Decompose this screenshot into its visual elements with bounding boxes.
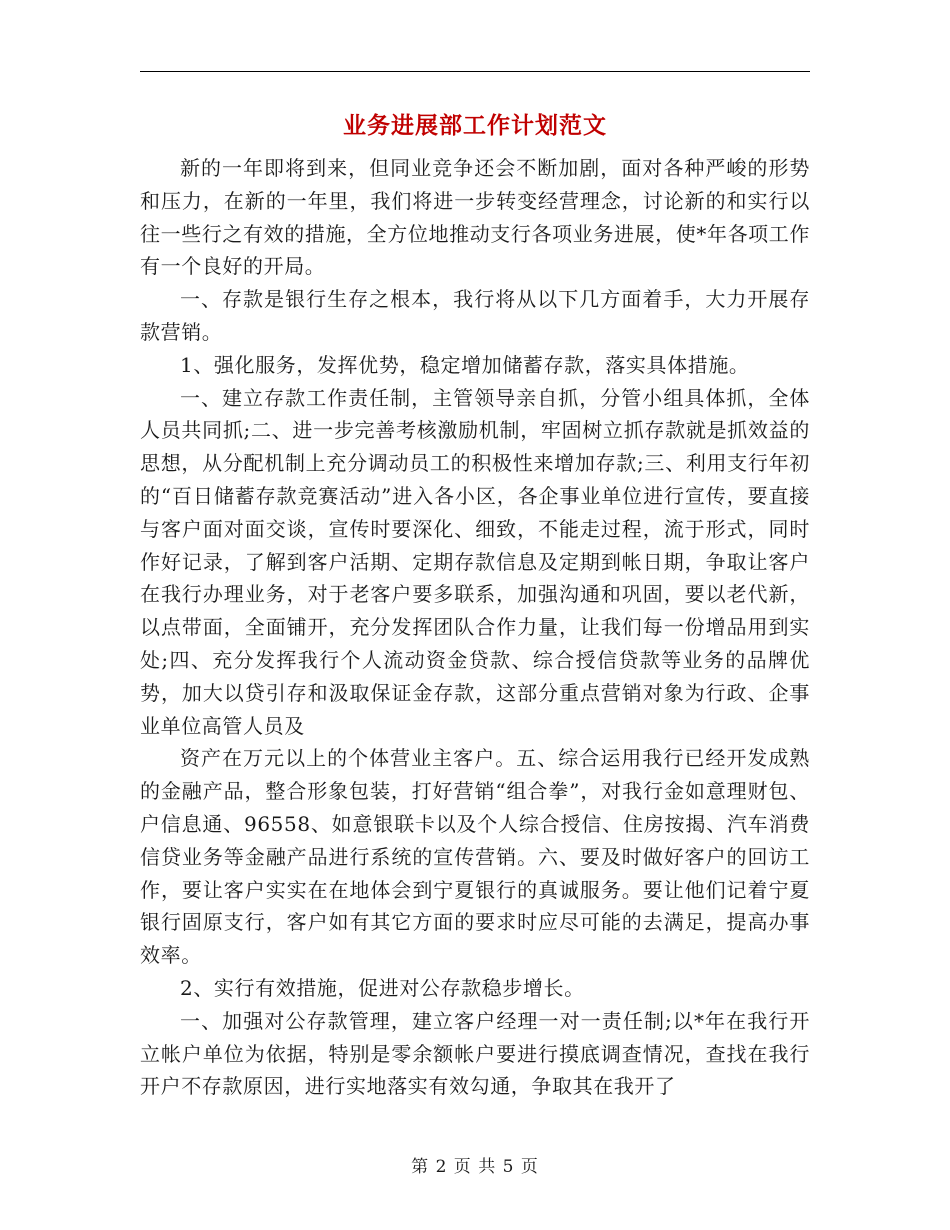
paragraph: 1、强化服务，发挥优势，稳定增加储蓄存款，落实具体措施。 [180, 352, 750, 377]
paragraph: 一、存款是银行生存之根本，我行将从以下几方面着手，大力开展存款营销。 [140, 287, 810, 344]
paragraph: 2、实行有效措施，促进对公存款稳步增长。 [180, 975, 585, 1000]
paragraph: 一、加强对公存款管理，建立客户经理一对一责任制;以*年在我行开立帐户单位为依据，特别是零余额帐户要进行摸底调查情况，查找在我行开户不存款原因，进行实地落实有效勾通，争取其在我开了 [140, 1008, 810, 1099]
document-title: 业务进展部工作计划范文 [343, 112, 607, 139]
paragraph: 一、建立存款工作责任制，主管领导亲自抓，分管小组具体抓，全体人员共同抓;二、进一步完善考核激励机制，牢固树立抓存款就是抓效益的思想，从分配机制上充分调动员工的积极性来增加存款;三、利用支行年初的“百日储蓄存款竞赛活动”进入各小区，各企事业单位进行宣传，要直接与客户面对面交谈，宣传时要深化、细致，不能走过程，流于形式，同时作好记录，了解到客户活期、定期存款信息及定期到帐日期，争取让客户在我行办理业务，对于老客户要多联系，加强沟通和巩固，要以老代新，以点带面，全面铺开，充分发挥团队合作力量，让我们每一份增品用到实处;四、充分发挥我行个人流动资金贷款、综合授信贷款等业务的品牌优势，加大以贷引存和汲取保证金存款，这部分重点营销对象为行政、企事业单位高管人员及 [140, 385, 810, 738]
document-body [140, 152, 810, 1103]
paragraph: 新的一年即将到来，但同业竞争还会不断加剧，面对各种严峻的形势和压力，在新的一年里，我们将进一步转变经营理念，讨论新的和实行以往一些行之有效的措施，全方位地推动支行各项业务进展，使*年各项工作有一个良好的开局。 [140, 156, 810, 279]
paragraph: 资产在万元以上的个体营业主客户。五、综合运用我行已经开发成熟的金融产品，整合形象包装，打好营销“组合拳”，对我行金如意理财包、户信息通、96558、如意银联卡以及个人综合授信、住房按揭、汽车消费信贷业务等金融产品进行系统的宣传营销。六、要及时做好客户的回访工作，要让客户实实在在地体会到宁夏银行的真诚服务。要让他们记着宁夏银行固原支行，客户如有其它方面的要求时应尽可能的去满足，提高办事效率。 [140, 746, 810, 968]
header-rule [140, 71, 810, 72]
page-number-footer: 第 2 页 共 5 页 [411, 1157, 539, 1177]
